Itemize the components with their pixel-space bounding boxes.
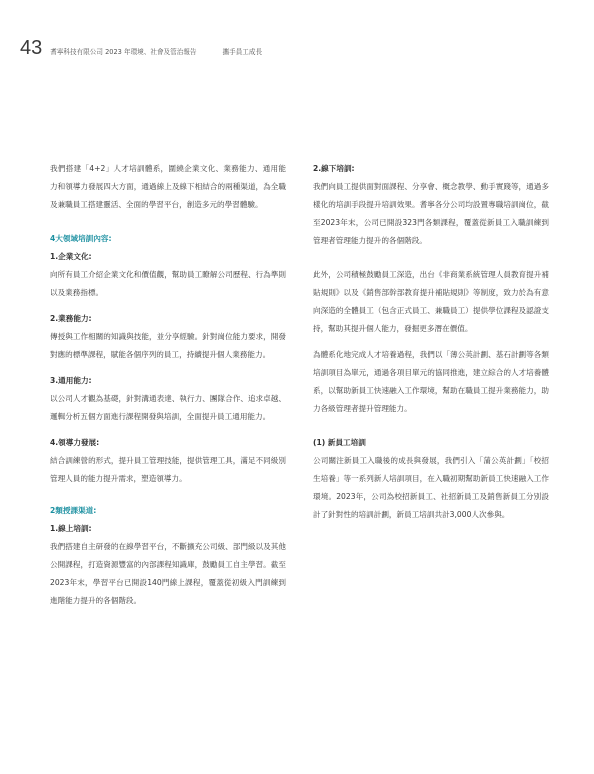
area-body: 傳授與工作相關的知識與技能，並分享經驗。針對崗位能力要求，開發對應的標準課程，賦能各個序列的員工，持續提升個人業務能力。 [50, 332, 286, 359]
section-title: 攜手員工成長 [222, 48, 263, 56]
offline-training-title: 2.線下培訓: [313, 164, 355, 173]
talent-system-paragraph: 為體系化地完成人才培養過程，我們以「薄公英計劃、基石計劃等各類培訓項目為單元，通過各項目單元的協同推進，建立綜合的人才培養體系，以幫助新員工快速融入工作環境，幫助在職員工提升業務能力，助力各級管理者提升管理能力。 [313, 350, 549, 413]
channels-heading: 2類授課渠道: [50, 506, 97, 515]
area-body: 以公司人才觀為基礎，針對溝通表達、執行力、團隊合作、追求卓越、邏輯分析五個方面進行課程開發與培訓，全面提升員工通用能力。 [50, 394, 286, 421]
new-staff-title: (1) 新員工培訓 [313, 438, 366, 447]
area-title: 2.業務能力: [50, 314, 92, 323]
area-body: 向所有員工介紹企業文化和價值觀，幫助員工瞭解公司歷程、行為準則以及業務指標。 [50, 270, 286, 297]
report-title: 耆寧科技有限公司 2023 年環境、社會及管治報告 [50, 48, 197, 56]
intro-paragraph: 我們搭建「4+2」人才培訓體系，圍繞企業文化、業務能力、通用能力和領導力發展四大方面，通過線上及線下相結合的兩種渠道，為全職及兼職員工搭建靈活、全面的學習平台，創造多元的學習體驗。 [50, 164, 286, 209]
area-title: 1.企業文化: [50, 252, 92, 261]
page-header [20, 38, 262, 58]
page-number: 43 [20, 37, 43, 59]
online-training-body: 我們搭建自主研發的在線學習平台，不斷擴充公司級、部門級以及其他公開課程，打造資源豐富的內部課程知識庫，鼓勵員工自主學習。截至2023年末，學習平台已開設140門線上課程，覆蓋從初級入門訓練到進階能力提升的各個階段。 [50, 542, 286, 605]
area-body: 結合訓練營的形式，提升員工管理技能，提供管理工具，滿足不同級別管理人員的能力提升需求，塑造領導力。 [50, 456, 286, 483]
offline-training-body: 我們向員工提供面對面課程、分享會、概念教學、動手實踐等，通過多樣化的培訓手段提升培訓效果。耆寧各分公司均設置專職培訓崗位，截至2023年末，公司已開設323門各類課程，覆蓋從新員工入職訓練到管理者管理能力提升的各個階段。 [313, 182, 549, 245]
area-title: 4.領導力發展: [50, 438, 100, 447]
right-column [313, 160, 549, 524]
education-support-paragraph: 此外，公司積極鼓勵員工深造，出台《非商業系統管理人員教育提升補貼規則》以及《銷售部幹部教育提升補貼規則》等制度，致力於為有意向深造的全體員工（包含正式員工、兼職員工）提供學位課程及認證支持，幫助其提升個人能力，發掘更多潛在價值。 [313, 270, 549, 333]
online-training-title: 1.線上培訓: [50, 524, 92, 533]
left-column [50, 160, 286, 610]
areas-heading: 4大領域培訓內容: [50, 234, 112, 243]
area-title: 3.通用能力: [50, 376, 92, 385]
new-staff-body: 公司關注新員工入職後的成長與發展，我們引入「蒲公英計劃」「校招生培養」等一系列新人培訓項目，在入職初期幫助新員工快速融入工作環境。2023年，公司為校招新員工、社招新員工及銷售新員工分別設計了針對性的培訓計劃，新員工培訓共計3,000人次參與。 [313, 456, 549, 519]
